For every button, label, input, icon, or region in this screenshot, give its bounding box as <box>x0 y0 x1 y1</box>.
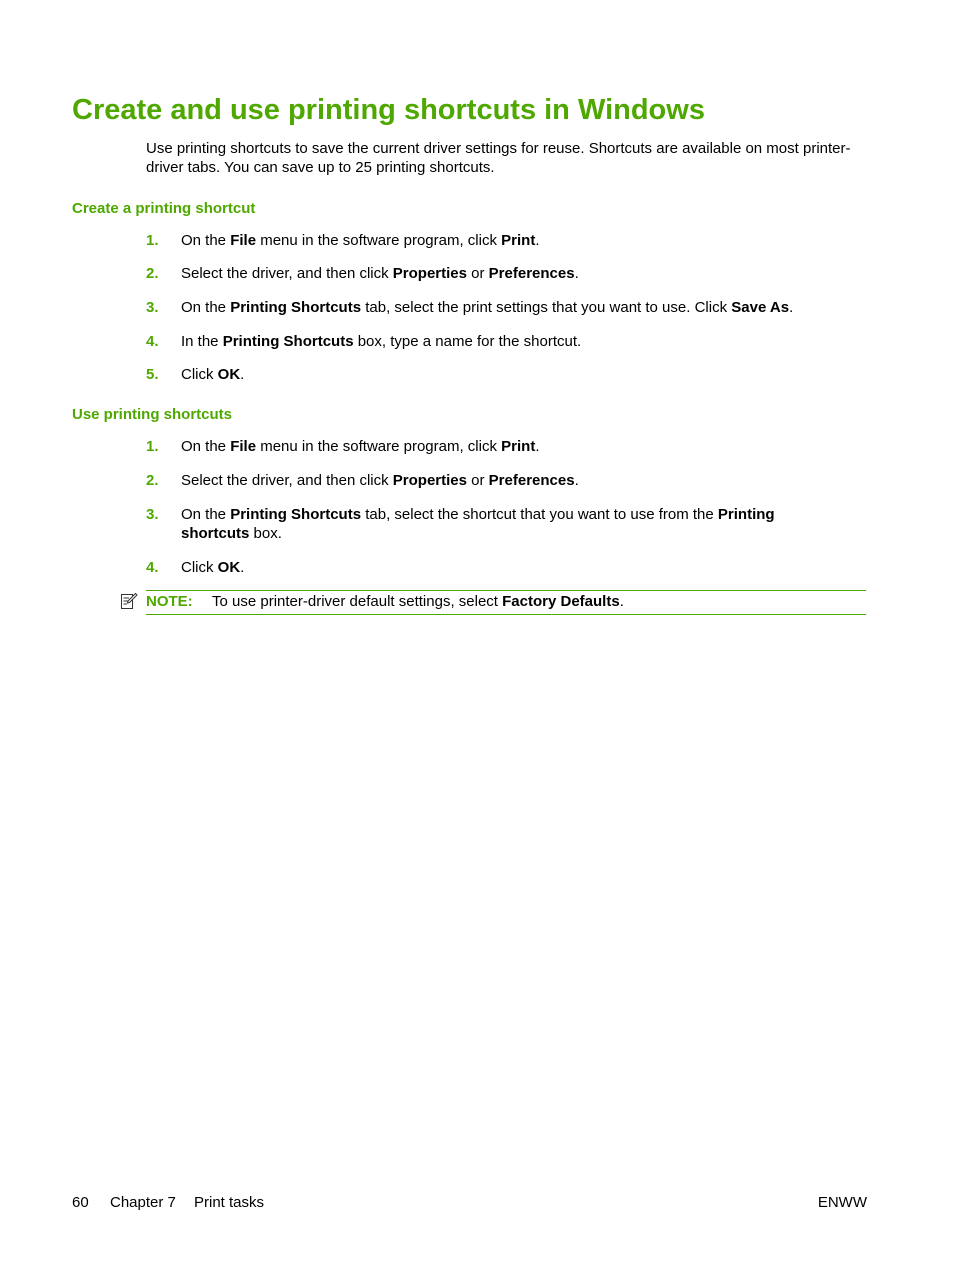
note-box <box>146 590 866 615</box>
bold-term: Properties <box>392 265 467 282</box>
step-number: 3. <box>146 299 159 316</box>
text-run: Click <box>181 559 218 576</box>
text-run: On the <box>181 506 231 523</box>
bold-term: OK <box>217 559 241 576</box>
step-number: 4. <box>146 333 159 350</box>
footer-chapter-title: Print tasks <box>194 1194 265 1211</box>
bold-term: Save As <box>731 299 790 316</box>
text-run: In the <box>181 333 223 350</box>
step-number: 3. <box>146 506 159 523</box>
step-text <box>181 332 841 351</box>
page-title: Create and use printing shortcuts in Windows <box>72 94 705 126</box>
step-number: 1. <box>146 232 159 249</box>
bold-term: Printing shortcuts <box>181 506 775 542</box>
text-run: On the <box>181 232 231 249</box>
bold-term: Preferences <box>488 472 575 489</box>
step-text <box>181 505 821 543</box>
text-run: menu in the software program, click <box>256 438 502 455</box>
text-run: tab, select the print settings that you want to use. Click <box>361 299 732 316</box>
bold-term: Factory Defaults <box>502 593 620 610</box>
bold-term: Printing Shortcuts <box>230 506 362 523</box>
note-pencil-icon <box>120 592 138 610</box>
step-number: 1. <box>146 438 159 455</box>
intro-paragraph: Use printing shortcuts to save the current driver settings for reuse. Shortcuts are available on most printer-driver tabs. You can save up to 25 printing shortcuts. <box>146 140 851 176</box>
step-text <box>181 264 841 283</box>
text-run: On the <box>181 438 231 455</box>
text-run: On the <box>181 299 231 316</box>
text-run: . <box>574 472 579 489</box>
text-run: . <box>535 438 540 455</box>
bold-term: OK <box>217 366 241 383</box>
text-run: . <box>574 265 579 282</box>
text-run: Select the driver, and then click <box>181 472 393 489</box>
bold-term: File <box>230 438 257 455</box>
step-number: 4. <box>146 559 159 576</box>
bold-term: File <box>230 232 257 249</box>
bold-term: Print <box>501 232 536 249</box>
text-run: To use printer-driver default settings, select <box>212 593 503 610</box>
step-text <box>181 231 841 250</box>
step-text <box>181 437 841 456</box>
bold-term: Preferences <box>488 265 575 282</box>
footer-enww: ENWW <box>817 1194 867 1211</box>
text-run: tab, select the shortcut that you want to use from the <box>361 506 718 523</box>
text-run: Click <box>181 366 218 383</box>
section-heading-create: Create a printing shortcut <box>72 200 256 217</box>
step-number: 2. <box>146 265 159 282</box>
text-run: . <box>789 299 794 316</box>
bold-term: Properties <box>392 472 467 489</box>
section-heading-use: Use printing shortcuts <box>72 406 233 423</box>
footer-page-number: 60 <box>72 1194 89 1211</box>
text-run: . <box>240 559 245 576</box>
text-run: Select the driver, and then click <box>181 265 393 282</box>
text-run: box. <box>249 525 282 542</box>
note-text <box>212 592 624 611</box>
text-run: or <box>466 265 489 282</box>
bold-term: Printing Shortcuts <box>230 299 362 316</box>
text-run: . <box>535 232 540 249</box>
text-run: menu in the software program, click <box>256 232 502 249</box>
step-text <box>181 365 841 384</box>
step-text <box>181 471 841 490</box>
text-run: . <box>240 366 245 383</box>
step-text <box>181 558 841 577</box>
step-number: 2. <box>146 472 159 489</box>
step-number: 5. <box>146 366 159 383</box>
text-run: . <box>619 593 624 610</box>
bold-term: Printing Shortcuts <box>222 333 354 350</box>
note-label: NOTE: <box>146 593 193 610</box>
text-run: or <box>466 472 489 489</box>
step-text <box>181 298 841 317</box>
text-run: box, type a name for the shortcut. <box>353 333 582 350</box>
bold-term: Print <box>501 438 536 455</box>
footer-chapter: Chapter 7 <box>110 1194 176 1211</box>
